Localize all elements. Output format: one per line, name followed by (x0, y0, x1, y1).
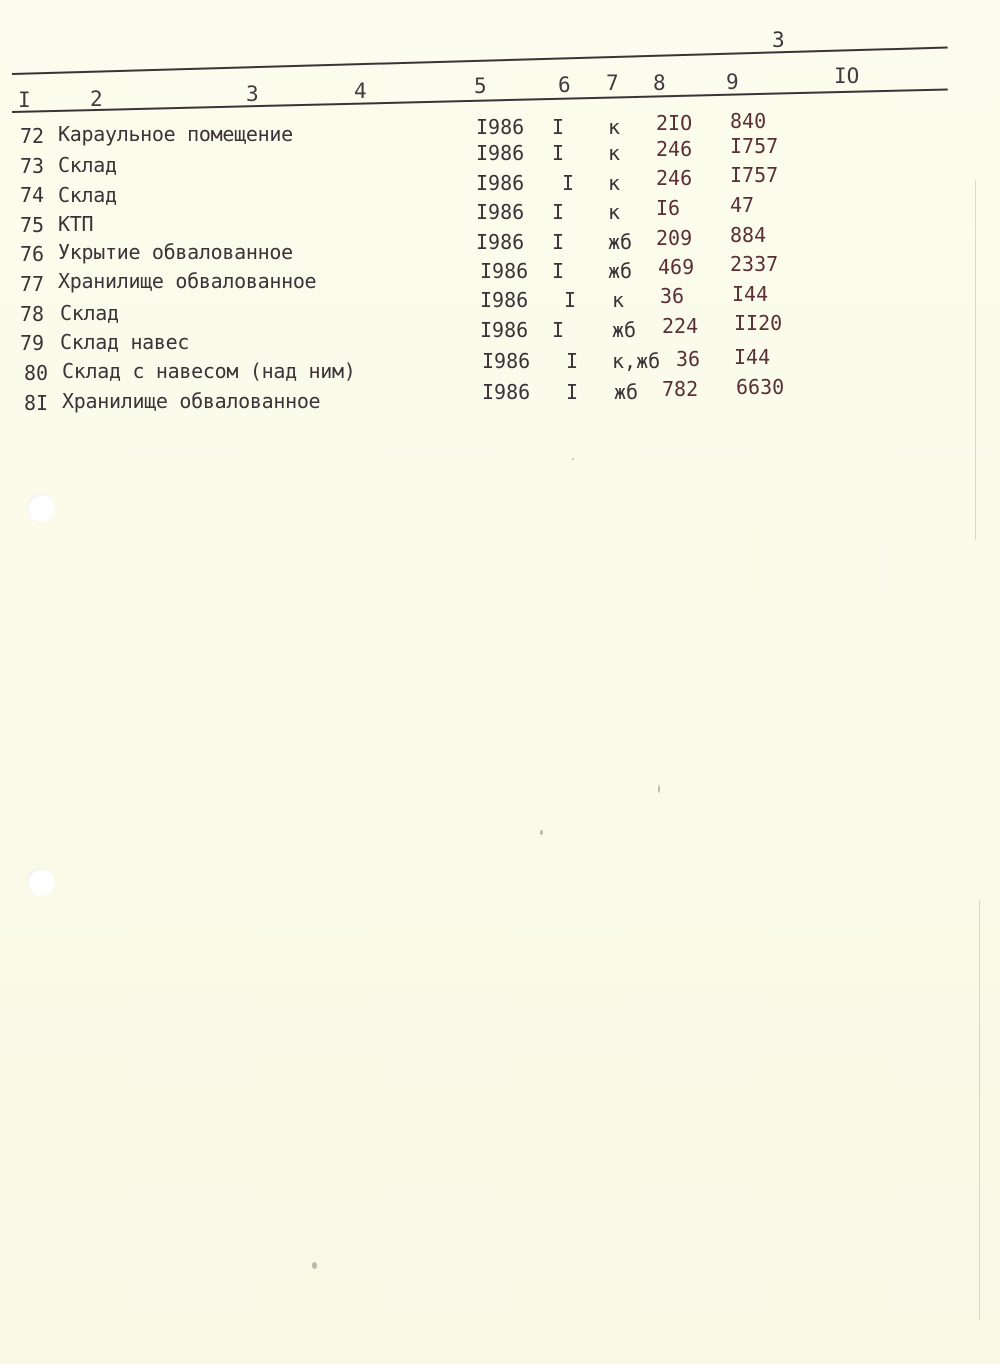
row-area: I6 (656, 196, 681, 220)
row-number: 76 (20, 242, 45, 266)
row-grade: I (562, 171, 575, 195)
column-header-1: I (18, 88, 31, 112)
column-header-9: 9 (726, 70, 739, 94)
row-grade: I (566, 349, 579, 373)
row-year: I986 (476, 200, 525, 224)
page-number: 3 (772, 28, 785, 52)
row-area: 2IO (656, 111, 693, 135)
row-number: 74 (20, 183, 45, 207)
row-volume: 884 (730, 223, 767, 247)
row-volume: 6630 (736, 375, 785, 399)
row-material: жб (614, 380, 639, 404)
row-volume: I44 (732, 282, 769, 306)
row-area: 246 (656, 166, 693, 190)
row-number: 8I (24, 391, 49, 415)
row-name: Склад (58, 153, 117, 177)
paper-speck (658, 785, 660, 793)
row-name: Склад (60, 301, 119, 325)
column-header-4: 4 (354, 79, 367, 103)
row-number: 73 (20, 154, 45, 178)
row-area: 782 (662, 377, 699, 401)
punch-hole-lower (27, 868, 55, 896)
row-year: I986 (476, 230, 525, 254)
row-material: к (608, 200, 621, 224)
table-top-rule (12, 47, 948, 75)
punch-hole-upper (27, 494, 55, 522)
row-year: I986 (480, 318, 529, 342)
row-year: I986 (476, 115, 525, 139)
row-volume: I757 (730, 163, 779, 187)
row-grade: I (552, 200, 565, 224)
column-header-2: 2 (90, 87, 103, 111)
column-header-6: 6 (558, 73, 571, 97)
row-grade: I (552, 230, 565, 254)
column-header-8: 8 (653, 71, 666, 95)
column-header-5: 5 (474, 74, 487, 98)
row-material: к (608, 115, 621, 139)
row-volume: 840 (730, 109, 767, 133)
table-row (0, 375, 1000, 417)
row-material: жб (608, 259, 633, 283)
row-year: I986 (482, 349, 531, 373)
row-name: Хранилище обвалованное (58, 269, 317, 293)
row-name: Склад с навесом (над ним) (62, 359, 356, 383)
paper-speck (540, 830, 543, 835)
row-material: к,жб (612, 349, 661, 373)
row-name: Хранилище обвалованное (62, 389, 321, 413)
row-name: Караульное помещение (58, 122, 293, 146)
row-grade: I (552, 318, 565, 342)
row-year: I986 (482, 380, 531, 404)
row-number: 78 (20, 302, 45, 326)
row-volume: 47 (730, 193, 755, 217)
row-grade: I (552, 141, 565, 165)
row-material: жб (612, 318, 637, 342)
row-volume: II20 (734, 311, 783, 335)
row-year: I986 (480, 259, 529, 283)
row-grade: I (566, 380, 579, 404)
row-material: жб (608, 230, 633, 254)
row-number: 72 (20, 124, 45, 148)
row-year: I986 (476, 171, 525, 195)
row-area: 36 (676, 347, 701, 371)
row-number: 75 (20, 213, 45, 237)
row-grade: I (564, 288, 577, 312)
row-number: 79 (20, 331, 45, 355)
row-area: 36 (660, 284, 685, 308)
row-number: 77 (20, 272, 45, 296)
row-material: к (612, 288, 625, 312)
row-year: I986 (476, 141, 525, 165)
row-year: I986 (480, 288, 529, 312)
row-grade: I (552, 259, 565, 283)
column-header-7: 7 (606, 71, 619, 95)
row-material: к (608, 171, 621, 195)
row-area: 246 (656, 137, 693, 161)
row-area: 209 (656, 226, 693, 250)
column-header-10: IO (834, 64, 860, 88)
row-name: КТП (58, 212, 94, 236)
paper-edge-mark-lower (979, 900, 980, 1320)
row-volume: I757 (730, 134, 779, 158)
row-volume: I44 (734, 345, 771, 369)
row-name: Склад навес (60, 330, 190, 354)
paper-speck (312, 1262, 317, 1269)
row-grade: I (552, 115, 565, 139)
column-header-3: 3 (246, 82, 259, 106)
paper-speck (572, 458, 574, 460)
row-area: 224 (662, 314, 699, 338)
row-volume: 2337 (730, 252, 779, 276)
row-name: Склад (58, 183, 117, 207)
row-material: к (608, 141, 621, 165)
row-area: 469 (658, 255, 695, 279)
row-name: Укрытие обвалованное (58, 240, 293, 264)
row-number: 80 (24, 361, 49, 385)
